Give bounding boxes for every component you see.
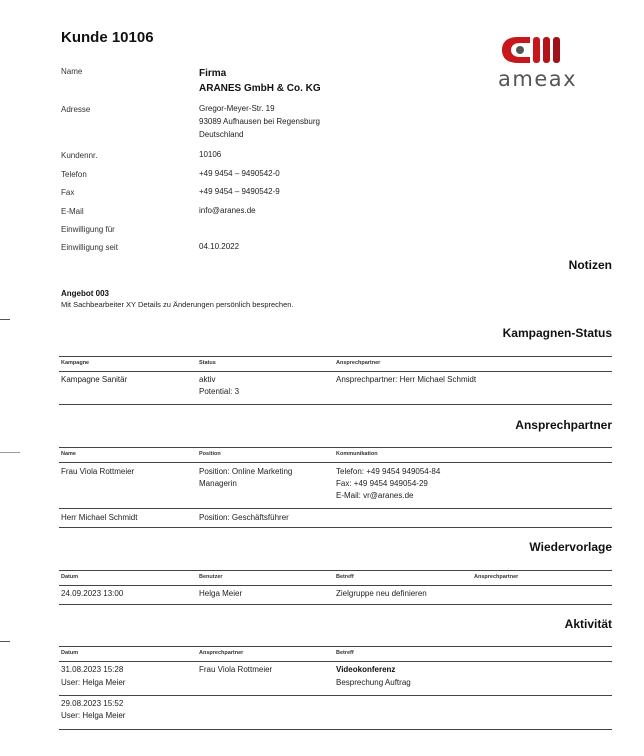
activity-contact: Frau Viola Rottmeier	[199, 665, 273, 674]
fax-label: Fax	[61, 188, 75, 197]
table-rule	[59, 729, 612, 730]
name-label: Name	[61, 67, 83, 76]
col-subject: Betreff	[336, 650, 354, 656]
col-status: Status	[199, 360, 216, 366]
activity-date: 31.08.2023 15:28	[61, 665, 124, 674]
col-position: Position	[199, 451, 221, 457]
table-rule	[59, 404, 612, 405]
phone-value: +49 9454 – 9490542-0	[199, 169, 280, 178]
table-rule	[59, 447, 612, 448]
note-title: Angebot 003	[61, 289, 110, 298]
table-rule	[59, 646, 612, 647]
activity-user: User: Helga Meier	[61, 678, 126, 687]
col-campaign: Kampagne	[61, 360, 90, 366]
phone-label: Telefon	[61, 170, 87, 179]
campaign-potential: Potential: 3	[199, 387, 240, 396]
col-name: Name	[61, 451, 76, 457]
col-contact: Ansprechpartner	[474, 574, 519, 580]
activity-subject-title: Videokonferenz	[336, 665, 396, 674]
note-text: Mit Sachbearbeiter XY Details zu Änderungen persönlich besprechen.	[61, 300, 294, 309]
activity-subject-text: Besprechung Auftrag	[336, 678, 411, 687]
fax-value: +49 9454 – 9490542-9	[199, 187, 280, 196]
col-subject: Betreff	[336, 574, 354, 580]
col-date: Datum	[61, 650, 79, 656]
followup-date: 24.09.2023 13:00	[61, 589, 124, 598]
customer-no-label: Kundennr.	[61, 151, 98, 160]
table-rule	[59, 695, 612, 696]
col-date: Datum	[61, 574, 79, 580]
table-rule	[59, 604, 612, 605]
logo-text: ameax	[498, 67, 578, 91]
address-label: Adresse	[61, 105, 91, 114]
contact-position: Position: Geschäftsführer	[199, 513, 289, 522]
col-contact: Ansprechpartner	[336, 360, 381, 366]
table-rule	[59, 570, 612, 571]
contact-phone: Telefon: +49 9454 949054-84	[336, 467, 441, 476]
customer-no-value: 10106	[199, 150, 222, 159]
table-rule	[59, 527, 612, 528]
address-street: Gregor-Meyer-Str. 19	[199, 104, 275, 113]
margin-mark	[0, 319, 10, 320]
contact-name: Frau Viola Rottmeier	[61, 467, 135, 476]
contact-email[interactable]: E-Mail: vr@aranes.de	[336, 491, 414, 500]
table-rule	[59, 661, 612, 662]
email-value[interactable]: info@aranes.de	[199, 206, 256, 215]
campaign-contact: Ansprechpartner: Herr Michael Schmidt	[336, 375, 477, 384]
margin-mark	[0, 452, 20, 453]
campaign-status: aktiv	[199, 375, 216, 384]
col-user: Benutzer	[199, 574, 223, 580]
contact-position: Position: Online Marketing	[199, 467, 293, 476]
table-rule	[59, 508, 612, 509]
activities-heading: Aktivität	[564, 617, 612, 631]
margin-mark	[0, 641, 10, 642]
col-communication: Kommunikation	[336, 451, 378, 457]
ameax-logo	[496, 35, 596, 91]
activity-date: 29.08.2023 15:52	[61, 699, 124, 708]
email-label: E-Mail	[61, 207, 84, 216]
contacts-heading: Ansprechpartner	[515, 418, 612, 432]
consent-since-label: Einwilligung seit	[61, 243, 118, 252]
campaign-name: Kampagne Sanitär	[61, 375, 128, 384]
address-city: 93089 Aufhausen bei Regensburg	[199, 117, 320, 126]
notes-heading: Notizen	[568, 258, 612, 272]
consent-since-value: 04.10.2022	[199, 242, 240, 251]
company-name: ARANES GmbH & Co. KG	[199, 83, 321, 94]
address-country: Deutschland	[199, 130, 244, 139]
contact-position-cont: Managerin	[199, 479, 237, 488]
campaigns-heading: Kampagnen-Status	[502, 326, 612, 340]
ameax-logo-icon	[496, 35, 596, 91]
table-rule	[59, 356, 612, 357]
table-rule	[59, 585, 612, 586]
table-rule	[59, 462, 612, 463]
col-contact: Ansprechpartner	[199, 650, 244, 656]
followup-subject: Zielgruppe neu definieren	[336, 589, 427, 598]
table-rule	[59, 371, 612, 372]
page-title: Kunde 10106	[61, 29, 154, 46]
consent-for-label: Einwilligung für	[61, 225, 115, 234]
contact-name: Herr Michael Schmidt	[61, 513, 138, 522]
contact-fax: Fax: +49 9454 949054-29	[336, 479, 428, 488]
followup-user: Helga Meier	[199, 589, 243, 598]
followups-heading: Wiedervorlage	[529, 540, 612, 554]
activity-user: User: Helga Meier	[61, 711, 126, 720]
company-type: Firma	[199, 68, 227, 79]
